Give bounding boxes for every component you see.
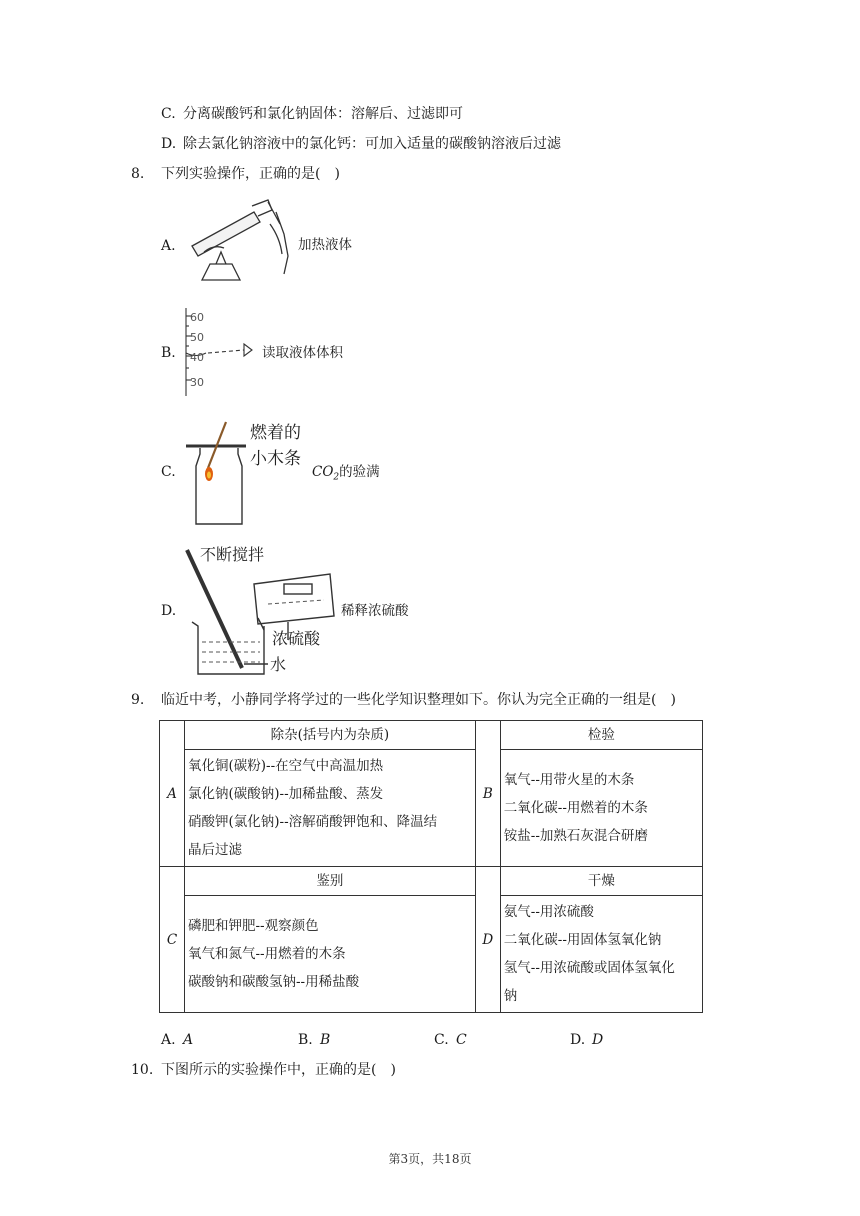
q9-cell-c-body: 磷肥和钾肥--观察颜色 氧气和氮气--用燃着的木条 碳酸钠和碳酸氢钠--用稀盐酸 <box>185 896 476 1013</box>
scale-label-30: 30 <box>190 376 204 389</box>
q9-cell-a-body: 氧化铜(碳粉)--在空气中高温加热 氯化钠(碳酸钠)--加稀盐酸、蒸发 硝酸钾(氯化钠)--溶解硝酸钾饱和、降温结 晶后过滤 <box>185 750 476 867</box>
question-8-number: 8. <box>131 166 145 182</box>
page-footer: 第3页，共18页 <box>388 1152 472 1166</box>
label-stick: 小木条 <box>250 449 301 469</box>
scale-label-50: 50 <box>190 331 204 344</box>
q8-option-b-caption: 读取液体体积 <box>262 345 343 361</box>
scale-label-60: 60 <box>190 311 204 324</box>
q9-answer-d: D. D <box>570 1032 604 1048</box>
q9-cell-c-head: 鉴别 <box>185 867 476 896</box>
question-8-stem: 下列实验操作，正确的是( ) <box>161 166 340 182</box>
dilute-acid-illustration <box>184 540 344 680</box>
q8-option-b-letter: B. <box>161 345 176 361</box>
q9-cell-d-head: 干燥 <box>500 867 702 896</box>
q8-option-d-letter: D. <box>161 603 177 619</box>
q9-answer-c: C. C <box>434 1032 467 1048</box>
question-10-number: 10. <box>131 1062 154 1078</box>
q9-cell-b-letter: B <box>475 721 500 867</box>
prev-option-d: D. 除去氯化钠溶液中的氯化钙：可加入适量的碳酸钠溶液后过滤 <box>161 136 561 152</box>
label-acid: 浓硫酸 <box>272 629 321 648</box>
q9-cell-c-letter: C <box>160 867 185 1013</box>
label-stir: 不断搅拌 <box>200 545 265 564</box>
q9-cell-d-body: 氨气--用浓硫酸 二氧化碳--用固体氢氧化钠 氢气--用浓硫酸或固体氢氧化 钠 <box>500 896 702 1013</box>
q9-answer-b: B. B <box>298 1032 331 1048</box>
question-9-number: 9. <box>131 692 145 708</box>
q9-cell-d-letter: D <box>475 867 500 1013</box>
scale-label-40: 40 <box>190 351 204 364</box>
q9-cell-a-letter: A <box>160 721 185 867</box>
co2-test-illustration <box>186 414 318 530</box>
q9-answer-a: A. A <box>161 1032 194 1048</box>
question-10-stem: 下图所示的实验操作中，正确的是( ) <box>161 1062 396 1078</box>
q8-option-d-caption: 稀释浓硫酸 <box>341 603 409 619</box>
q9-cell-a-head: 除杂(括号内为杂质) <box>185 721 476 750</box>
heating-liquid-illustration <box>184 194 300 290</box>
prev-option-c: C. 分离碳酸钙和氯化钠固体：溶解后、过滤即可 <box>161 106 463 122</box>
q9-table <box>159 720 703 1013</box>
graduated-cylinder-illustration <box>182 306 262 398</box>
label-water: 水 <box>270 655 287 674</box>
q8-option-c-caption: $CO_2$的验满 <box>312 464 380 483</box>
q8-option-c-letter: C. <box>161 464 176 480</box>
question-9-stem: 临近中考，小静同学将学过的一些化学知识整理如下。你认为完全正确的一组是( ) <box>161 692 676 708</box>
q9-cell-b-head: 检验 <box>500 721 702 750</box>
q8-option-a-caption: 加热液体 <box>298 237 352 253</box>
label-burning: 燃着的 <box>250 423 301 443</box>
q9-cell-b-body: 氧气--用带火星的木条 二氧化碳--用燃着的木条 铵盐--加熟石灰混合研磨 <box>500 750 702 867</box>
q8-option-a-letter: A. <box>161 238 176 254</box>
